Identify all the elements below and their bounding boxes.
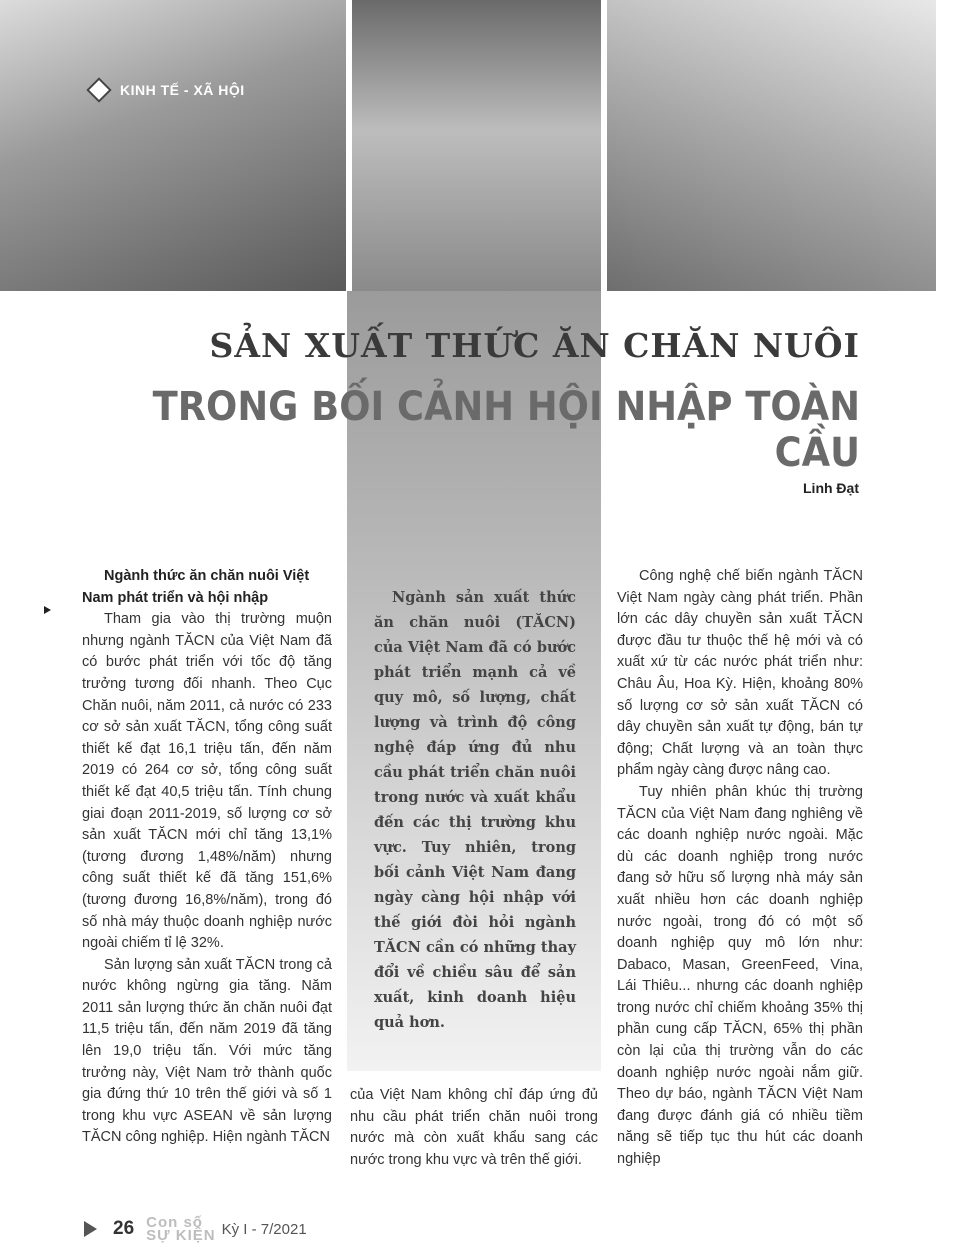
column-3 — [617, 566, 863, 1171]
sidebar-logo — [44, 605, 75, 614]
title-line-1: SẢN XUẤT THỨC ĂN CHĂN NUÔI — [209, 326, 860, 365]
diamond-icon — [86, 77, 111, 102]
footer-logo-line-1: Con số — [146, 1214, 203, 1231]
column-1 — [82, 566, 332, 1149]
page-number: 26 — [113, 1218, 135, 1239]
column-2-bottom — [350, 1085, 598, 1171]
subhead-line-1: Ngành thức ăn chăn nuôi Việt — [104, 568, 310, 584]
pullquote: Ngành sản xuất thức ăn chăn nuôi (TĂCN) của Việt Nam đã có bước phát triển mạnh cả về quy mô, số lượng, chất lượng và trình độ công nghệ đáp ứng đủ nhu cầu phát triển chăn nuôi trong nước và xuất khẩu đến các thị trường khu vực. Tuy nhiên, trong bối cảnh Việt Nam đang ngày càng hội nhập với thế giới đòi hỏi ngành TĂCN cần có những thay đổi về chiều sâu để sản xuất, kinh doanh hiệu quả hơn. — [374, 589, 576, 1031]
header-photos — [0, 0, 936, 291]
col1-paragraph-1: Tham gia vào thị trường muộn nhưng ngành TĂCN của Việt Nam đã có bước phát triển với tốc độ tăng trưởng tương đối nhanh. Theo Cục Chăn nuôi, năm 2011, cả nước có 233 cơ sở sản xuất TĂCN, tổng công suất thiết kế đạt 16,1 triệu tấn, đến năm 2019 có 264 cơ sở, tổng công suất thiết kế đạt 40,5 triệu tấn. Tính chung giai đoạn 2011-2019, số lượng cơ sở sản xuất TĂCN mới chỉ tăng 13,1% (tương đương 1,48%/năm) nhưng công suất thiết kế đã tăng 151,6% (tương đương 16,8%/năm), trong đó số nhà máy thuộc doanh nghiệp nước ngoài chiếm tỉ lệ 32%. — [82, 611, 332, 952]
col3-paragraph-1: Công nghệ chế biến ngành TĂCN Việt Nam ngày càng phát triển. Phần lớn các dây chuyền sản xuất TĂCN được đầu tư thuộc thế hệ mới và có xuất xứ từ các nước phát triển như: Châu Âu, Hoa Kỳ. Hiện, khoảng 80% số lượng cơ sở sản xuất TĂCN có dây chuyền sản xuất tự động, bán tự động; Chất lượng và an toàn thực phẩm ngày càng được nâng cao. — [617, 568, 863, 779]
section-tag — [90, 80, 245, 100]
photo-cattle-feeding — [352, 0, 601, 291]
col1-paragraph-2: Sản lượng sản xuất TĂCN trong cả nước không ngừng gia tăng. Năm 2011 sản lượng thức ăn chăn nuôi đạt 11,5 triệu tấn, đến năm 2019 đã tăng lên 19,0 triệu tấn. Với mức tăng trưởng này, Việt Nam trở thành quốc gia đứng thứ 10 trên thế giới và số 1 trong khu vực ASEAN về sản lượng TĂCN công nghiệp. Hiện ngành TĂCN — [82, 956, 332, 1146]
footer-logo-line-2: SỰ KIỆN — [146, 1227, 216, 1244]
arrow-right-icon — [44, 606, 51, 614]
photo-factory-workers — [0, 0, 346, 291]
title-line-2: TRONG BỐI CẢNH HỘI NHẬP TOÀN CẦU — [152, 384, 861, 476]
photo-forklift-warehouse — [607, 0, 936, 291]
footer-logo — [146, 1216, 215, 1242]
section-tag-label: KINH TẾ - XÃ HỘI — [120, 82, 245, 98]
author: Linh Đạt — [803, 480, 859, 496]
col3-paragraph-2: Tuy nhiên phân khúc thị trường TĂCN của Việt Nam đang nghiêng về các doanh nghiệp nước ngoài. Mặc dù các doanh nghiệp trong nước đang sở hữu số lượng nhà máy sản xuất nhiều hơn các doanh nghiệp nước ngoài, trong đó có một số doanh nghiệp quy mô lớn như: Dabaco, Masan, GreenFeed, Vina, Lái Thiêu... nhưng các doanh nghiệp trong nước chỉ chiếm khoảng 35% thị phần cung cấp TĂCN, 65% thị phần còn lại của thị trường vẫn do các doanh nghiệp nước ngoài nắm giữ. Theo dự báo, ngành TĂCN Việt Nam đang được đánh giá có nhiều tiềm năng sẽ tiếp tục thu hút các doanh nghiệp — [617, 783, 863, 1168]
col2-paragraph: của Việt Nam không chỉ đáp ứng đủ nhu cầu phát triển chăn nuôi trong nước mà còn xuất khẩu sang các nước trong khu vực và trên thế giới. — [350, 1087, 598, 1168]
subhead — [82, 566, 332, 609]
issue-label: Kỳ I - 7/2021 — [221, 1220, 307, 1238]
footer — [84, 1214, 307, 1244]
subhead-line-2: Nam phát triển và hội nhập — [82, 589, 269, 606]
arrow-right-icon — [84, 1221, 97, 1237]
